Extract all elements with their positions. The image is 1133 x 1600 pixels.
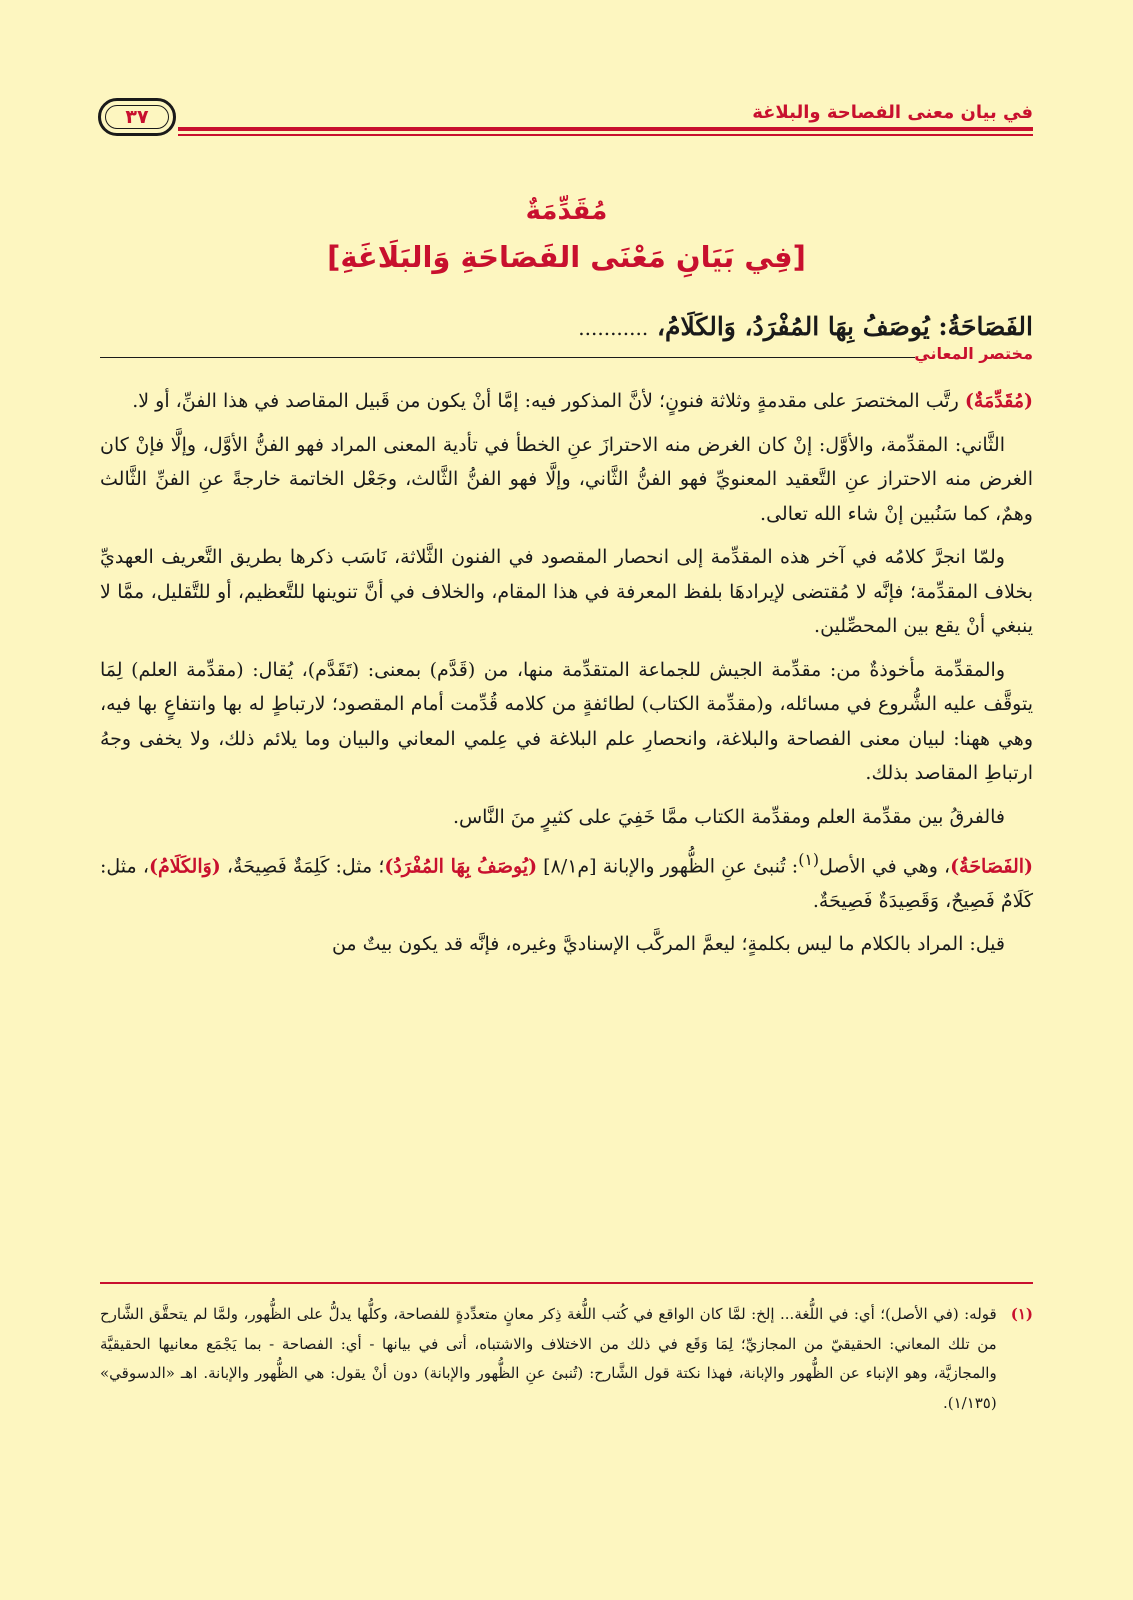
quoted-term: (مُقَدِّمَةٌ)	[964, 390, 1033, 412]
paragraph-5: فالفرقُ بين مقدِّمة العلم ومقدِّمة الكتاب ممَّا خَفِيَ على كثيرٍ منَ النَّاس.	[452, 805, 1005, 828]
footnote-marker: (١)	[1010, 1305, 1033, 1323]
matn-text	[100, 312, 1033, 341]
footnote-reference[interactable]: (١)	[798, 850, 820, 869]
paragraph-2: الثَّاني: المقدِّمة، والأوَّل: إنْ كان الغرض منه الاحترازَ عنِ الخطأ في تأدية المعنى المراد فهو الفنُّ الأوَّل، وإلَّا فإنْ كان الغرض منه الاحتراز عنِ التَّعقيد المعنويِّ فهو الفنُّ الثَّاني، وإلَّا فهو الفنُّ الثَّالث، وجَعْل الخاتمة خارجةً عنِ الفنِّ الثَّالث وهمٌ، كما سَنُبين إنْ شاء الله تعالى.	[100, 433, 1033, 525]
paragraph-text: ، مثل: كَلَامٌ فَصِيحٌ، وَقَصِيدَةٌ فَصِيحَةٌ.	[100, 855, 1033, 912]
paragraph-7: قيل: المراد بالكلام ما ليس بكلمةٍ؛ ليعمَّ المركَّب الإسناديَّ وغيره، فإنَّه قد يكون بيتٌ من	[331, 933, 1005, 956]
paragraph-text: : تُنبئ عنِ الظُّهور والإبانة [م٨/١]	[537, 855, 799, 878]
paragraph-text: رتَّب المختصرَ على مقدمةٍ وثلاثة فنونٍ؛ لأنَّ المذكور فيه: إمَّا أنْ يكون من قَبيل المقاصد في هذا الفنِّ، أو لا.	[132, 390, 965, 412]
quoted-term: (وَالكَلَامُ)	[148, 855, 221, 878]
running-header-title: في بيان معنى الفصاحة والبلاغة	[752, 102, 1033, 123]
matn-line: الفَصَاحَةُ: يُوصَفُ بِهَا المُفْرَدُ، وَالكَلَامُ،	[656, 312, 1033, 341]
footnote-divider	[100, 1282, 1033, 1284]
commentary-divider	[100, 357, 915, 358]
paragraph-text: ؛ مثل: كَلِمَةٌ فَصِيحَةٌ،	[220, 855, 385, 878]
footnote-text: قوله: (في الأصل)؛ أي: في اللُّغة... إلخ: لمَّا كان الواقع في كُتب اللُّغة ذِكر معانٍ متعدِّدةٍ للفصاحة، وكلُّها يدلُّ على الظُّهور، ولمَّا لم يتحقَّق الشَّارح من تلك المعاني: الحقيقيّ من المجازيِّ؛ لِمَا وَقَع في ذلك من الاختلاف والاشتباه، أتى في بيانها - أي: الفصاحة - بما يَجْمَع معانيها الحقيقيَّة والمجازيَّة، وهو الإنباء عن الظُّهور والإبانة، فهذا نكتة قول الشَّارح: (تُنبئ عنِ الظُّهور والإبانة) دون أنْ يقول: هي الظُّهور والإبانة. اهـ «الدسوقي» (١/١٣٥).	[100, 1305, 997, 1412]
footnote	[100, 1300, 1033, 1418]
paragraph-1	[100, 384, 1033, 419]
matn-dots: ...........	[578, 316, 649, 340]
paragraph-6	[100, 843, 1033, 918]
header-rule	[178, 127, 1033, 131]
paragraph-3: ولمّا انجرَّ كلامُه في آخر هذه المقدِّمة إلى انحصار المقصود في الفنون الثَّلاثة، نَاسَب ذكرها بطريق التَّعريف العهديِّ بخلاف المقدِّمة؛ فإنَّه لا مُقتضى لإيرادهَا بلفظ المعرفة في هذا المقام، والخلاف في أنَّ تنوينها للتَّعظيم، أو للتَّقليل، ممَّا لا ينبغي أنْ يقع بين المحصِّلين.	[100, 546, 1033, 637]
section-subtitle: [فِي بَيَانِ مَعْنَى الفَصَاحَةِ وَالبَلَاغَةِ]	[327, 240, 806, 274]
commentary-body	[100, 384, 1033, 971]
page-number: ٣٧	[125, 106, 149, 128]
header-rule-thin	[178, 134, 1033, 136]
paragraph-text: ، وهي في الأصل	[819, 855, 951, 878]
commentary-label: مختصر المعاني	[914, 344, 1033, 363]
paragraph-4: والمقدِّمة مأخوذةٌ من: مقدِّمة الجيش للجماعة المتقدِّمة منها، من (قَدَّم) بمعنى: (تَقَدَّم)، يُقال: (مقدِّمة العلم) لِمَا يتوقَّف عليه الشُّروع في مسائله، و(مقدِّمة الكتاب) لطائفةٍ من كلامه قُدِّمت أمام المقصود؛ لارتباطٍ له بها وانتفاعٍ بها فيه، وهي ههنا: لبيان معنى الفصاحة والبلاغة، وانحصارِ علم البلاغة في عِلمي المعاني والبيان وما يلائم ذلك، ولا يخفى وجهُ ارتباطِ المقاصد بذلك.	[100, 658, 1033, 784]
section-title: مُقَدِّمَةٌ	[525, 196, 608, 226]
page-number-badge	[98, 98, 176, 136]
quoted-term: (الفَصَاحَةُ)	[950, 855, 1033, 878]
page-number-frame	[105, 105, 169, 129]
quoted-term: (يُوصَفُ بِهَا المُفْرَدُ)	[384, 855, 538, 878]
